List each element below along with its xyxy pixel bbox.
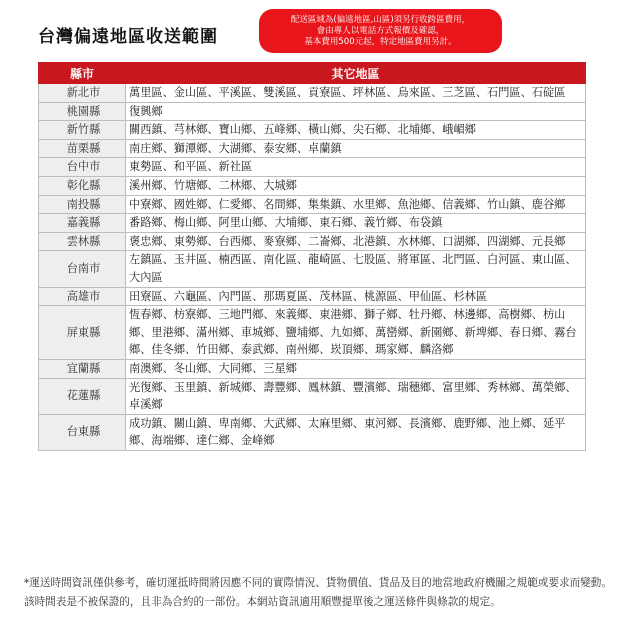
footnote: *運送時間資訊僅供參考，確切運抵時間將因應不同的實際情況、貨物價值、貨品及目的地當地政府機關之規範或要求而變動。該時間表是不被保證的，且非為合約的一部份。本網站資訊適用順豐提單後之運送條件與條款的規定。 [24, 577, 612, 608]
table-body [39, 84, 586, 451]
table-row [39, 158, 586, 177]
areas-cell: 關西鎮、芎林鄉、寶山鄉、五峰鄉、橫山鄉、尖石鄉、北埔鄉、峨嵋鄉 [126, 121, 586, 140]
table-row [39, 232, 586, 251]
page-title: 台灣偏遠地區收送範圍 [38, 27, 218, 47]
areas-cell: 恆春鄉、枋寮鄉、三地門鄉、來義鄉、東港鄉、獅子鄉、牡丹鄉、林邊鄉、高樹鄉、枋山鄉、里港鄉、滿州鄉、車城鄉、鹽埔鄉、九如鄉、萬巒鄉、新園鄉、新埤鄉、春日鄉、霧台鄉、佳冬鄉、竹田鄉、泰武鄉、南州鄉、崁頂鄉、瑪家鄉、麟洛鄉 [126, 306, 586, 360]
table-row [39, 121, 586, 140]
areas-column-header: 其它地區 [126, 63, 586, 84]
table-row [39, 176, 586, 195]
county-cell: 桃園縣 [39, 102, 126, 121]
areas-cell: 光復鄉、玉里鎮、新城鄉、壽豐鄉、鳳林鎮、豐濱鄉、瑞穗鄉、富里鄉、秀林鄉、萬榮鄉、卓溪鄉 [126, 378, 586, 414]
areas-cell: 復興鄉 [126, 102, 586, 121]
notice-banner [259, 9, 502, 53]
county-cell: 屏東縣 [39, 306, 126, 360]
areas-cell: 褒忠鄉、東勢鄉、台西鄉、麥寮鄉、二崙鄉、北港鎮、水林鄉、口湖鄉、四湖鄉、元長鄉 [126, 232, 586, 251]
table-row [39, 359, 586, 378]
county-cell: 高雄市 [39, 287, 126, 306]
areas-cell: 南澳鄉、冬山鄉、大同鄉、三星鄉 [126, 359, 586, 378]
county-cell: 雲林縣 [39, 232, 126, 251]
areas-cell: 左鎮區、玉井區、楠西區、南化區、龍崎區、七股區、將軍區、北門區、白河區、東山區、大內區 [126, 251, 586, 287]
county-cell: 花蓮縣 [39, 378, 126, 414]
table-header-row [39, 63, 586, 84]
table-row [39, 195, 586, 214]
county-cell: 彰化縣 [39, 176, 126, 195]
table-row [39, 414, 586, 450]
table-row [39, 139, 586, 158]
county-cell: 苗栗縣 [39, 139, 126, 158]
areas-cell: 萬里區、金山區、平溪區、雙溪區、貢寮區、坪林區、烏來區、三芝區、石門區、石碇區 [126, 84, 586, 103]
notice-line: 配送區域為(偏遠地區,山區)須另行收跨區費用， [290, 14, 471, 25]
areas-cell: 東勢區、和平區、新社區 [126, 158, 586, 177]
areas-cell: 南庄鄉、獅潭鄉、大湖鄉、泰安鄉、卓蘭鎮 [126, 139, 586, 158]
county-cell: 嘉義縣 [39, 214, 126, 233]
remote-areas-table [38, 62, 586, 451]
county-cell: 新北市 [39, 84, 126, 103]
notice-line: 基本費用500元起，特定地區費用另計。 [304, 36, 457, 47]
county-cell: 台東縣 [39, 414, 126, 450]
areas-cell: 成功鎮、關山鎮、卑南鄉、大武鄉、太麻里鄉、東河鄉、長濱鄉、鹿野鄉、池上鄉、延平鄉、海端鄉、達仁鄉、金峰鄉 [126, 414, 586, 450]
table-row [39, 251, 586, 287]
notice-line: 會由專人以電話方式報價及確認， [316, 25, 445, 36]
table-row [39, 102, 586, 121]
county-cell: 台中市 [39, 158, 126, 177]
county-cell: 台南市 [39, 251, 126, 287]
areas-cell: 田寮區、六龜區、內門區、那瑪夏區、茂林區、桃源區、甲仙區、杉林區 [126, 287, 586, 306]
areas-cell: 番路鄉、梅山鄉、阿里山鄉、大埔鄉、東石鄉、義竹鄉、布袋鎮 [126, 214, 586, 233]
table-row [39, 84, 586, 103]
table-row [39, 306, 586, 360]
table-row [39, 287, 586, 306]
table-row [39, 214, 586, 233]
county-cell: 新竹縣 [39, 121, 126, 140]
county-cell: 南投縣 [39, 195, 126, 214]
areas-cell: 中寮鄉、國姓鄉、仁愛鄉、名間鄉、集集鎮、水里鄉、魚池鄉、信義鄉、竹山鎮、鹿谷鄉 [126, 195, 586, 214]
table-row [39, 378, 586, 414]
county-cell: 宜蘭縣 [39, 359, 126, 378]
county-column-header: 縣市 [39, 63, 126, 84]
areas-cell: 溪州鄉、竹塘鄉、二林鄉、大城鄉 [126, 176, 586, 195]
